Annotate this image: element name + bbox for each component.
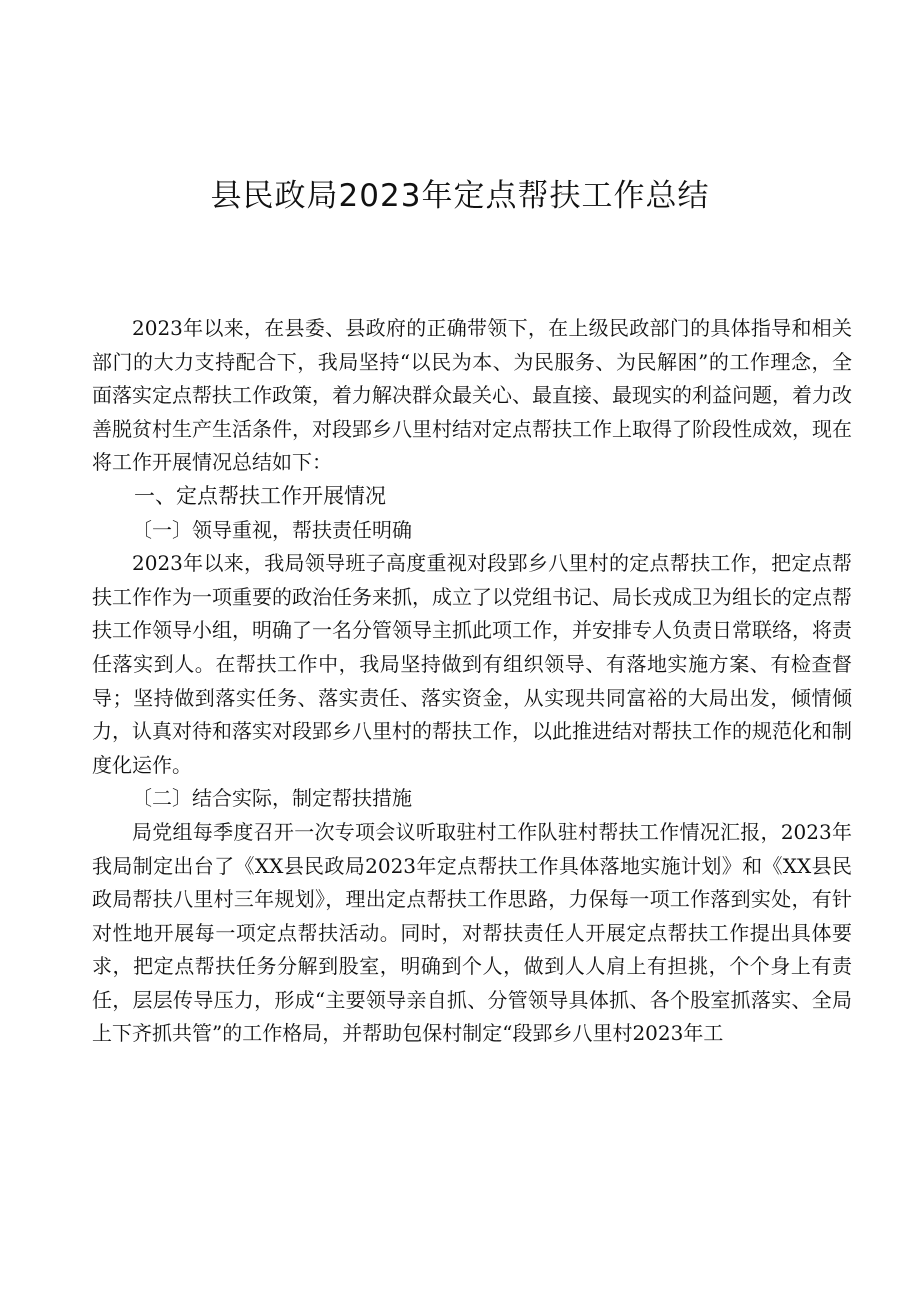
body-paragraph-1: 2023年以来，我局领导班子高度重视对段郢乡八里村的定点帮扶工作，把定点帮扶工作作为一项重要的政治任务来抓，成立了以党组书记、局长戎成卫为组长的定点帮扶工作领导小组，明确了一名分管领导主抓此项工作，并安排专人负责日常联络，将责任落实到人。在帮扶工作中，我局坚持做到有组织领导、有落地实施方案、有检查督导；坚持做到落实任务、落实责任、落实资金，从实现共同富裕的大局出发，倾情倾力，认真对待和落实对段郢乡八里村的帮扶工作，以此推进结对帮扶工作的规范化和制度化运作。 [92, 551, 852, 777]
section-heading-1: 一、定点帮扶工作开展情况 [134, 483, 386, 508]
subsection-heading-1: 〔一〕领导重视，帮扶责任明确 [132, 517, 412, 542]
document-body [92, 312, 852, 1051]
document-title: 县民政局2023年定点帮扶工作总结 [210, 178, 710, 214]
subsection-heading-2: 〔二〕结合实际，制定帮扶措施 [132, 786, 412, 811]
intro-paragraph: 2023年以来，在县委、县政府的正确带领下，在上级民政部门的具体指导和相关部门的大力支持配合下，我局坚持“以民为本、为民服务、为民解困”的工作理念，全面落实定点帮扶工作政策，着力解决群众最关心、最直接、最现实的利益问题，着力改善脱贫村生产生活条件，对段郢乡八里村结对定点帮扶工作上取得了阶段性成效，现在将工作开展情况总结如下： [92, 316, 852, 475]
body-paragraph-2: 局党组每季度召开一次专项会议听取驻村工作队驻村帮扶工作情况汇报，2023年我局制定出台了《XX县民政局2023年定点帮扶工作具体落地实施计划》和《XX县民政局帮扶八里村三年规划》，理出定点帮扶工作思路，力保每一项工作落到实处，有针对性地开展每一项定点帮扶活动。同时，对帮扶责任人开展定点帮扶工作提出具体要求，把定点帮扶任务分解到股室，明确到个人，做到人人肩上有担挑，个个身上有责任，层层传导压力，形成“主要领导亲自抓、分管领导具体抓、各个股室抓落实、全局上下齐抓共管”的工作格局，并帮助包保村制定“段郢乡八里村2023年工 [92, 819, 852, 1046]
